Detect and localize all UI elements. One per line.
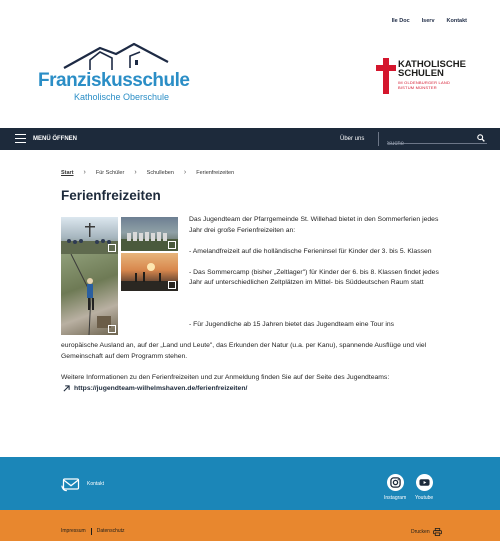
photo-group-field[interactable] [121, 217, 178, 251]
top-link-iserv[interactable]: Iserv [421, 18, 435, 24]
photo-gallery [61, 217, 178, 335]
footer-contact[interactable] [61, 474, 104, 494]
youtube-label: Youtube [415, 495, 434, 501]
search-box [387, 132, 487, 144]
youtube-link[interactable] [415, 474, 433, 501]
photo-climbing[interactable] [61, 254, 118, 335]
school-logo-name: Franziskusschule [38, 70, 190, 91]
breadcrumb-fuer-schueler[interactable]: Für Schüler [95, 169, 125, 176]
instagram-icon [387, 474, 404, 491]
chevron-right-icon: › [183, 169, 187, 176]
footer-divider [91, 528, 92, 535]
print-label: Drucken [411, 529, 430, 535]
external-link-icon [63, 385, 70, 392]
menu-open-label: MENÜ ÖFFNEN [33, 135, 77, 142]
top-link-iledoc[interactable]: Ile Doc [391, 18, 410, 24]
partner-logo[interactable] [376, 58, 466, 94]
expand-icon[interactable] [108, 325, 116, 333]
print-button[interactable] [411, 528, 442, 536]
chevron-right-icon: › [83, 169, 86, 176]
content-more-info: Weitere Informationen zu den Ferienfreizeiten und zur Anmeldung finden Sie auf der Seite des Jugendteams: [61, 373, 390, 381]
nav-divider [378, 132, 379, 146]
content-item-sommercamp: - Das Sommercamp (bisher „Zeltlager") für Kinder der 6. bis 8. Klassen findet jedes Jahr auf unterschiedlichen Zeltplätzen im Mittel- bis Süddeutschen Raum statt [189, 268, 439, 286]
partner-logo-subtitle: IM OLDENBURGER LAND BISTUM MÜNSTER [398, 80, 451, 90]
top-link-kontakt[interactable]: Kontakt [446, 18, 467, 24]
search-icon[interactable] [477, 134, 485, 142]
expand-icon[interactable] [168, 281, 176, 289]
main-navbar [0, 128, 500, 150]
content-text-wide [61, 341, 451, 394]
expand-icon[interactable] [168, 241, 176, 249]
jugendteam-link-text: https://jugendteam-wilhelmshaven.de/ferienfreizeiten/ [74, 384, 248, 392]
photo-sunset[interactable] [121, 253, 178, 291]
menu-open-button[interactable] [15, 134, 77, 143]
cross-icon [376, 58, 396, 94]
footer-contact-label: Kontakt [87, 481, 104, 487]
jugendteam-link[interactable] [61, 384, 451, 395]
datenschutz-link[interactable]: Datenschutz [96, 528, 125, 534]
mail-icon [61, 474, 81, 494]
footer-bottom [0, 510, 500, 541]
hamburger-icon [15, 134, 26, 143]
printer-icon [433, 528, 442, 536]
content-item-tour-part2: europäische Ausland an, auf der „Land und Leute", das Erkunden der Natur (u.a. per Kanu), spannende Ausflüge und viel Gemeinschaft auf dem Programm stehen. [61, 342, 427, 360]
chevron-right-icon: › [134, 169, 137, 176]
content-text [189, 215, 444, 299]
page-title: Ferienfreizeiten [61, 188, 161, 203]
instagram-link[interactable] [384, 474, 406, 501]
footer-main [0, 457, 500, 510]
content-item-ameland: - Amelandfreizeit auf die holländische Ferieninsel für Kinder der 3. bis 5. Klassen [189, 247, 432, 255]
search-input[interactable] [387, 141, 467, 147]
footer-links [61, 528, 125, 535]
content-text-full [189, 320, 444, 331]
breadcrumb [61, 169, 234, 176]
top-utility-links [392, 18, 467, 24]
youtube-icon [416, 474, 433, 491]
breadcrumb-current: Ferienfreizeiten [196, 169, 235, 176]
content-intro: Das Jugendteam der Pfarrgemeinde St. Willehad bietet in den Sommerferien jedes Jahr drei große Ferienfreizeiten an: [189, 216, 439, 234]
breadcrumb-start[interactable]: Start [61, 169, 74, 176]
school-logo[interactable] [38, 40, 190, 105]
photo-mountain-group[interactable] [61, 217, 118, 254]
expand-icon[interactable] [108, 244, 116, 252]
impressum-link[interactable]: Impressum [61, 528, 86, 534]
nav-about-link[interactable]: Über uns [340, 136, 365, 142]
school-logo-subtitle: Katholische Oberschule [74, 92, 170, 102]
content-item-tour-part1: - Für Jugendliche ab 15 Jahren bietet das Jugendteam eine Tour ins [189, 321, 395, 328]
instagram-label: Instagram [384, 495, 407, 501]
partner-logo-title: KATHOLISCHE SCHULEN [398, 59, 466, 79]
breadcrumb-schulleben[interactable]: Schulleben [146, 169, 174, 176]
